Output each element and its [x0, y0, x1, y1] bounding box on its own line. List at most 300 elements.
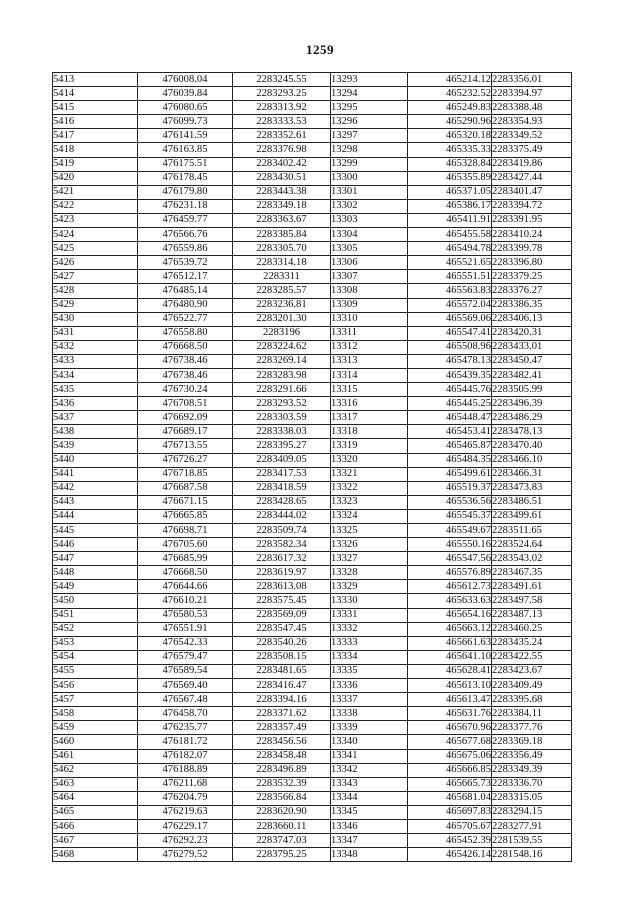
y-coordinate-right-cell: 2283478.13 — [492, 425, 572, 439]
table-row — [53, 566, 572, 580]
y-coordinate-left-cell: 2283305.70 — [233, 242, 331, 256]
x-coordinate-left-cell: 476178.45 — [138, 171, 233, 185]
y-coordinate-right-cell: 2283497.58 — [492, 594, 572, 608]
y-coordinate-right-cell: 2283356.01 — [492, 73, 572, 87]
y-coordinate-left-cell: 2283224.62 — [233, 340, 331, 354]
y-coordinate-left-cell: 2283418.59 — [233, 481, 331, 495]
table-row — [53, 242, 572, 256]
coordinates-table-body — [53, 73, 572, 862]
y-coordinate-right-cell: 2283384.11 — [492, 707, 572, 721]
x-coordinate-right-cell: 465576.89 — [408, 566, 492, 580]
x-coordinate-right-cell: 465499.61 — [408, 467, 492, 481]
x-coordinate-right-cell: 465371.05 — [408, 185, 492, 199]
x-coordinate-right-cell: 465290.96 — [408, 115, 492, 129]
table-row — [53, 157, 572, 171]
point-id-left-cell: 5428 — [53, 284, 138, 298]
point-id-left-cell: 5414 — [53, 87, 138, 101]
x-coordinate-left-cell: 476182.07 — [138, 749, 233, 763]
x-coordinate-left-cell: 476718.85 — [138, 467, 233, 481]
x-coordinate-right-cell: 465612.73 — [408, 580, 492, 594]
y-coordinate-right-cell: 2283388.48 — [492, 101, 572, 115]
y-coordinate-left-cell: 2283333.53 — [233, 115, 331, 129]
x-coordinate-left-cell: 476738.46 — [138, 368, 233, 382]
y-coordinate-right-cell: 2283315.05 — [492, 791, 572, 805]
point-id-right-cell: 13308 — [331, 284, 408, 298]
point-id-right-cell: 13321 — [331, 467, 408, 481]
x-coordinate-right-cell: 465545.37 — [408, 509, 492, 523]
x-coordinate-left-cell: 476713.55 — [138, 439, 233, 453]
y-coordinate-right-cell: 2283482.41 — [492, 368, 572, 382]
x-coordinate-left-cell: 476179.80 — [138, 185, 233, 199]
point-id-left-cell: 5433 — [53, 354, 138, 368]
table-row — [53, 693, 572, 707]
y-coordinate-right-cell: 2283524.64 — [492, 538, 572, 552]
y-coordinate-left-cell: 2283566.84 — [233, 791, 331, 805]
point-id-left-cell: 5418 — [53, 143, 138, 157]
x-coordinate-right-cell: 465445.76 — [408, 383, 492, 397]
point-id-left-cell: 5442 — [53, 481, 138, 495]
point-id-left-cell: 5441 — [53, 467, 138, 481]
x-coordinate-left-cell: 476279.52 — [138, 848, 233, 862]
point-id-left-cell: 5466 — [53, 819, 138, 833]
point-id-left-cell: 5435 — [53, 383, 138, 397]
y-coordinate-left-cell: 2283481.65 — [233, 664, 331, 678]
point-id-left-cell: 5461 — [53, 749, 138, 763]
x-coordinate-left-cell: 476219.63 — [138, 805, 233, 819]
y-coordinate-right-cell: 2283419.86 — [492, 157, 572, 171]
x-coordinate-right-cell: 465328.84 — [408, 157, 492, 171]
y-coordinate-left-cell: 2283201.30 — [233, 312, 331, 326]
x-coordinate-left-cell: 476539.72 — [138, 256, 233, 270]
table-row — [53, 439, 572, 453]
point-id-right-cell: 13326 — [331, 538, 408, 552]
y-coordinate-right-cell: 2283460.25 — [492, 622, 572, 636]
y-coordinate-right-cell: 2283423.67 — [492, 664, 572, 678]
x-coordinate-left-cell: 476008.04 — [138, 73, 233, 87]
x-coordinate-right-cell: 465628.41 — [408, 664, 492, 678]
point-id-right-cell: 13325 — [331, 524, 408, 538]
point-id-right-cell: 13333 — [331, 636, 408, 650]
y-coordinate-right-cell: 2283369.18 — [492, 735, 572, 749]
table-row — [53, 509, 572, 523]
y-coordinate-left-cell: 2283540.26 — [233, 636, 331, 650]
x-coordinate-left-cell: 476730.24 — [138, 383, 233, 397]
point-id-right-cell: 13300 — [331, 171, 408, 185]
x-coordinate-left-cell: 476229.17 — [138, 819, 233, 833]
point-id-left-cell: 5434 — [53, 368, 138, 382]
x-coordinate-left-cell: 476231.18 — [138, 199, 233, 213]
x-coordinate-left-cell: 476726.27 — [138, 453, 233, 467]
point-id-left-cell: 5448 — [53, 566, 138, 580]
point-id-right-cell: 13318 — [331, 425, 408, 439]
y-coordinate-right-cell: 2283391.95 — [492, 213, 572, 227]
point-id-right-cell: 13330 — [331, 594, 408, 608]
y-coordinate-right-cell: 2283450.47 — [492, 354, 572, 368]
point-id-right-cell: 13332 — [331, 622, 408, 636]
point-id-right-cell: 13343 — [331, 777, 408, 791]
y-coordinate-left-cell: 2283443.38 — [233, 185, 331, 199]
point-id-left-cell: 5450 — [53, 594, 138, 608]
point-id-left-cell: 5415 — [53, 101, 138, 115]
y-coordinate-right-cell: 2283401.47 — [492, 185, 572, 199]
y-coordinate-right-cell: 2283487.13 — [492, 608, 572, 622]
x-coordinate-left-cell: 476188.89 — [138, 763, 233, 777]
y-coordinate-left-cell: 2283376.98 — [233, 143, 331, 157]
point-id-right-cell: 13297 — [331, 129, 408, 143]
x-coordinate-left-cell: 476175.51 — [138, 157, 233, 171]
x-coordinate-right-cell: 465572.04 — [408, 298, 492, 312]
x-coordinate-right-cell: 465232.52 — [408, 87, 492, 101]
y-coordinate-right-cell: 2283406.13 — [492, 312, 572, 326]
point-id-right-cell: 13295 — [331, 101, 408, 115]
y-coordinate-left-cell: 2283409.05 — [233, 453, 331, 467]
x-coordinate-right-cell: 465519.37 — [408, 481, 492, 495]
y-coordinate-left-cell: 2283575.45 — [233, 594, 331, 608]
x-coordinate-left-cell: 476551.91 — [138, 622, 233, 636]
y-coordinate-left-cell: 2283569.09 — [233, 608, 331, 622]
point-id-left-cell: 5421 — [53, 185, 138, 199]
table-row — [53, 580, 572, 594]
y-coordinate-left-cell: 2283283.98 — [233, 368, 331, 382]
y-coordinate-right-cell: 2283486.51 — [492, 495, 572, 509]
y-coordinate-right-cell: 2283336.70 — [492, 777, 572, 791]
y-coordinate-right-cell: 2283375.49 — [492, 143, 572, 157]
x-coordinate-right-cell: 465453.41 — [408, 425, 492, 439]
coordinates-table — [52, 72, 572, 862]
x-coordinate-right-cell: 465508.96 — [408, 340, 492, 354]
y-coordinate-left-cell: 2283496.89 — [233, 763, 331, 777]
point-id-right-cell: 13315 — [331, 383, 408, 397]
y-coordinate-left-cell: 2283363.67 — [233, 213, 331, 227]
y-coordinate-left-cell: 2283747.03 — [233, 834, 331, 848]
point-id-right-cell: 13304 — [331, 228, 408, 242]
y-coordinate-right-cell: 2283376.27 — [492, 284, 572, 298]
x-coordinate-right-cell: 465675.06 — [408, 749, 492, 763]
y-coordinate-right-cell: 2283409.49 — [492, 679, 572, 693]
y-coordinate-right-cell: 2283467.35 — [492, 566, 572, 580]
y-coordinate-left-cell: 2283236.81 — [233, 298, 331, 312]
table-row — [53, 524, 572, 538]
x-coordinate-right-cell: 465677.68 — [408, 735, 492, 749]
y-coordinate-left-cell: 2283795.25 — [233, 848, 331, 862]
y-coordinate-right-cell: 2283473.83 — [492, 481, 572, 495]
y-coordinate-left-cell: 2283613.08 — [233, 580, 331, 594]
x-coordinate-left-cell: 476458.70 — [138, 707, 233, 721]
y-coordinate-left-cell: 2283196 — [233, 326, 331, 340]
x-coordinate-right-cell: 465665.73 — [408, 777, 492, 791]
y-coordinate-left-cell: 2283395.27 — [233, 439, 331, 453]
point-id-right-cell: 13301 — [331, 185, 408, 199]
x-coordinate-left-cell: 476610.21 — [138, 594, 233, 608]
y-coordinate-right-cell: 2283420.31 — [492, 326, 572, 340]
y-coordinate-right-cell: 2283433.01 — [492, 340, 572, 354]
point-id-right-cell: 13309 — [331, 298, 408, 312]
x-coordinate-left-cell: 476558.80 — [138, 326, 233, 340]
point-id-left-cell: 5460 — [53, 735, 138, 749]
x-coordinate-left-cell: 476567.48 — [138, 693, 233, 707]
point-id-right-cell: 13324 — [331, 509, 408, 523]
point-id-left-cell: 5447 — [53, 552, 138, 566]
y-coordinate-left-cell: 2283547.45 — [233, 622, 331, 636]
x-coordinate-left-cell: 476644.66 — [138, 580, 233, 594]
table-row — [53, 805, 572, 819]
x-coordinate-left-cell: 476211.68 — [138, 777, 233, 791]
point-id-left-cell: 5436 — [53, 397, 138, 411]
point-id-right-cell: 13306 — [331, 256, 408, 270]
point-id-left-cell: 5422 — [53, 199, 138, 213]
point-id-right-cell: 13329 — [331, 580, 408, 594]
table-row — [53, 538, 572, 552]
table-row — [53, 552, 572, 566]
point-id-right-cell: 13313 — [331, 354, 408, 368]
y-coordinate-left-cell: 2283371.62 — [233, 707, 331, 721]
table-row — [53, 608, 572, 622]
x-coordinate-left-cell: 476512.17 — [138, 270, 233, 284]
x-coordinate-left-cell: 476665.85 — [138, 509, 233, 523]
table-row — [53, 115, 572, 129]
point-id-right-cell: 13344 — [331, 791, 408, 805]
x-coordinate-left-cell: 476589.54 — [138, 664, 233, 678]
point-id-left-cell: 5449 — [53, 580, 138, 594]
x-coordinate-right-cell: 465613.10 — [408, 679, 492, 693]
point-id-left-cell: 5439 — [53, 439, 138, 453]
point-id-left-cell: 5432 — [53, 340, 138, 354]
point-id-right-cell: 13316 — [331, 397, 408, 411]
table-row — [53, 171, 572, 185]
point-id-left-cell: 5443 — [53, 495, 138, 509]
point-id-right-cell: 13322 — [331, 481, 408, 495]
point-id-left-cell: 5440 — [53, 453, 138, 467]
table-row — [53, 481, 572, 495]
table-row — [53, 213, 572, 227]
x-coordinate-right-cell: 465478.13 — [408, 354, 492, 368]
x-coordinate-right-cell: 465550.16 — [408, 538, 492, 552]
table-row — [53, 298, 572, 312]
point-id-left-cell: 5463 — [53, 777, 138, 791]
x-coordinate-left-cell: 476181.72 — [138, 735, 233, 749]
x-coordinate-left-cell: 476579.47 — [138, 650, 233, 664]
y-coordinate-right-cell: 2283466.31 — [492, 467, 572, 481]
point-id-right-cell: 13340 — [331, 735, 408, 749]
table-row — [53, 228, 572, 242]
x-coordinate-right-cell: 465439.35 — [408, 368, 492, 382]
point-id-left-cell: 5467 — [53, 834, 138, 848]
x-coordinate-left-cell: 476668.50 — [138, 340, 233, 354]
table-row — [53, 848, 572, 862]
point-id-right-cell: 13319 — [331, 439, 408, 453]
y-coordinate-right-cell: 2283427.44 — [492, 171, 572, 185]
x-coordinate-right-cell: 465661.63 — [408, 636, 492, 650]
x-coordinate-left-cell: 476705.60 — [138, 538, 233, 552]
y-coordinate-right-cell: 2283394.72 — [492, 199, 572, 213]
table-row — [53, 749, 572, 763]
y-coordinate-right-cell: 2283277.91 — [492, 819, 572, 833]
table-row — [53, 664, 572, 678]
y-coordinate-left-cell: 2283617.32 — [233, 552, 331, 566]
x-coordinate-left-cell: 476566.76 — [138, 228, 233, 242]
x-coordinate-right-cell: 465631.76 — [408, 707, 492, 721]
y-coordinate-right-cell: 2283386.35 — [492, 298, 572, 312]
y-coordinate-left-cell: 2283428.65 — [233, 495, 331, 509]
x-coordinate-right-cell: 465335.33 — [408, 143, 492, 157]
x-coordinate-right-cell: 465386.17 — [408, 199, 492, 213]
y-coordinate-right-cell: 2283499.61 — [492, 509, 572, 523]
point-id-right-cell: 13331 — [331, 608, 408, 622]
point-id-right-cell: 13346 — [331, 819, 408, 833]
x-coordinate-right-cell: 465214.12 — [408, 73, 492, 87]
point-id-right-cell: 13293 — [331, 73, 408, 87]
x-coordinate-right-cell: 465445.25 — [408, 397, 492, 411]
x-coordinate-left-cell: 476569.40 — [138, 679, 233, 693]
y-coordinate-right-cell: 2283395.68 — [492, 693, 572, 707]
table-row — [53, 707, 572, 721]
x-coordinate-left-cell: 476522.77 — [138, 312, 233, 326]
point-id-left-cell: 5454 — [53, 650, 138, 664]
x-coordinate-right-cell: 465549.67 — [408, 524, 492, 538]
y-coordinate-right-cell: 2283294.15 — [492, 805, 572, 819]
point-id-left-cell: 5455 — [53, 664, 138, 678]
y-coordinate-left-cell: 2283313.92 — [233, 101, 331, 115]
point-id-right-cell: 13299 — [331, 157, 408, 171]
page-number: 1259 — [306, 42, 334, 57]
point-id-left-cell: 5453 — [53, 636, 138, 650]
y-coordinate-right-cell: 2283396.80 — [492, 256, 572, 270]
table-row — [53, 791, 572, 805]
point-id-right-cell: 13305 — [331, 242, 408, 256]
x-coordinate-left-cell: 476668.50 — [138, 566, 233, 580]
table-row — [53, 143, 572, 157]
table-row — [53, 87, 572, 101]
x-coordinate-right-cell: 465569.06 — [408, 312, 492, 326]
point-id-right-cell: 13317 — [331, 411, 408, 425]
point-id-left-cell: 5452 — [53, 622, 138, 636]
point-id-right-cell: 13303 — [331, 213, 408, 227]
x-coordinate-left-cell: 476689.17 — [138, 425, 233, 439]
x-coordinate-left-cell: 476580.53 — [138, 608, 233, 622]
x-coordinate-right-cell: 465547.41 — [408, 326, 492, 340]
table-row — [53, 735, 572, 749]
y-coordinate-right-cell: 2283505.99 — [492, 383, 572, 397]
y-coordinate-left-cell: 2283293.52 — [233, 397, 331, 411]
x-coordinate-left-cell: 476708.51 — [138, 397, 233, 411]
x-coordinate-right-cell: 465551.51 — [408, 270, 492, 284]
y-coordinate-left-cell: 2283458.48 — [233, 749, 331, 763]
y-coordinate-left-cell: 2283532.39 — [233, 777, 331, 791]
x-coordinate-left-cell: 476099.73 — [138, 115, 233, 129]
point-id-right-cell: 13328 — [331, 566, 408, 580]
point-id-left-cell: 5451 — [53, 608, 138, 622]
x-coordinate-right-cell: 465448.47 — [408, 411, 492, 425]
table-row — [53, 495, 572, 509]
y-coordinate-right-cell: 2281539.55 — [492, 834, 572, 848]
table-row — [53, 270, 572, 284]
x-coordinate-left-cell: 476485.14 — [138, 284, 233, 298]
table-row — [53, 284, 572, 298]
y-coordinate-left-cell: 2283394.16 — [233, 693, 331, 707]
point-id-right-cell: 13327 — [331, 552, 408, 566]
point-id-right-cell: 13320 — [331, 453, 408, 467]
point-id-left-cell: 5413 — [53, 73, 138, 87]
point-id-left-cell: 5419 — [53, 157, 138, 171]
y-coordinate-right-cell: 2283354.93 — [492, 115, 572, 129]
table-row — [53, 425, 572, 439]
point-id-left-cell: 5425 — [53, 242, 138, 256]
x-coordinate-right-cell: 465411.91 — [408, 213, 492, 227]
table-row — [53, 467, 572, 481]
point-id-right-cell: 13310 — [331, 312, 408, 326]
point-id-right-cell: 13347 — [331, 834, 408, 848]
x-coordinate-right-cell: 465666.85 — [408, 763, 492, 777]
table-row — [53, 650, 572, 664]
table-row — [53, 383, 572, 397]
x-coordinate-left-cell: 476039.84 — [138, 87, 233, 101]
y-coordinate-right-cell: 2283511.65 — [492, 524, 572, 538]
point-id-right-cell: 13339 — [331, 721, 408, 735]
y-coordinate-left-cell: 2283619.97 — [233, 566, 331, 580]
point-id-right-cell: 13335 — [331, 664, 408, 678]
point-id-right-cell: 13337 — [331, 693, 408, 707]
point-id-right-cell: 13314 — [331, 368, 408, 382]
y-coordinate-left-cell: 2283417.53 — [233, 467, 331, 481]
y-coordinate-left-cell: 2283349.18 — [233, 199, 331, 213]
x-coordinate-right-cell: 465705.67 — [408, 819, 492, 833]
table-row — [53, 679, 572, 693]
y-coordinate-left-cell: 2283385.84 — [233, 228, 331, 242]
x-coordinate-right-cell: 465654.16 — [408, 608, 492, 622]
x-coordinate-left-cell: 476692.09 — [138, 411, 233, 425]
point-id-right-cell: 13345 — [331, 805, 408, 819]
x-coordinate-right-cell: 465697.83 — [408, 805, 492, 819]
table-row — [53, 819, 572, 833]
point-id-left-cell: 5426 — [53, 256, 138, 270]
y-coordinate-right-cell: 2283349.39 — [492, 763, 572, 777]
y-coordinate-left-cell: 2283291.66 — [233, 383, 331, 397]
y-coordinate-right-cell: 2283496.39 — [492, 397, 572, 411]
table-row — [53, 312, 572, 326]
x-coordinate-left-cell: 476698.71 — [138, 524, 233, 538]
y-coordinate-left-cell: 2283352.61 — [233, 129, 331, 143]
point-id-left-cell: 5458 — [53, 707, 138, 721]
point-id-left-cell: 5464 — [53, 791, 138, 805]
x-coordinate-right-cell: 465521.65 — [408, 256, 492, 270]
point-id-left-cell: 5459 — [53, 721, 138, 735]
x-coordinate-left-cell: 476542.33 — [138, 636, 233, 650]
y-coordinate-left-cell: 2283660.11 — [233, 819, 331, 833]
point-id-right-cell: 13348 — [331, 848, 408, 862]
point-id-right-cell: 13334 — [331, 650, 408, 664]
y-coordinate-right-cell: 2283377.76 — [492, 721, 572, 735]
point-id-right-cell: 13307 — [331, 270, 408, 284]
table-row — [53, 777, 572, 791]
point-id-right-cell: 13311 — [331, 326, 408, 340]
point-id-left-cell: 5429 — [53, 298, 138, 312]
point-id-left-cell: 5430 — [53, 312, 138, 326]
x-coordinate-left-cell: 476480.90 — [138, 298, 233, 312]
y-coordinate-left-cell: 2283416.47 — [233, 679, 331, 693]
point-id-left-cell: 5416 — [53, 115, 138, 129]
table-row — [53, 594, 572, 608]
table-row — [53, 185, 572, 199]
table-row — [53, 721, 572, 735]
x-coordinate-right-cell: 465494.78 — [408, 242, 492, 256]
x-coordinate-left-cell: 476080.65 — [138, 101, 233, 115]
x-coordinate-right-cell: 465455.58 — [408, 228, 492, 242]
point-id-right-cell: 13298 — [331, 143, 408, 157]
x-coordinate-left-cell: 476685.99 — [138, 552, 233, 566]
table-row — [53, 411, 572, 425]
table-row — [53, 453, 572, 467]
y-coordinate-left-cell: 2283314.18 — [233, 256, 331, 270]
